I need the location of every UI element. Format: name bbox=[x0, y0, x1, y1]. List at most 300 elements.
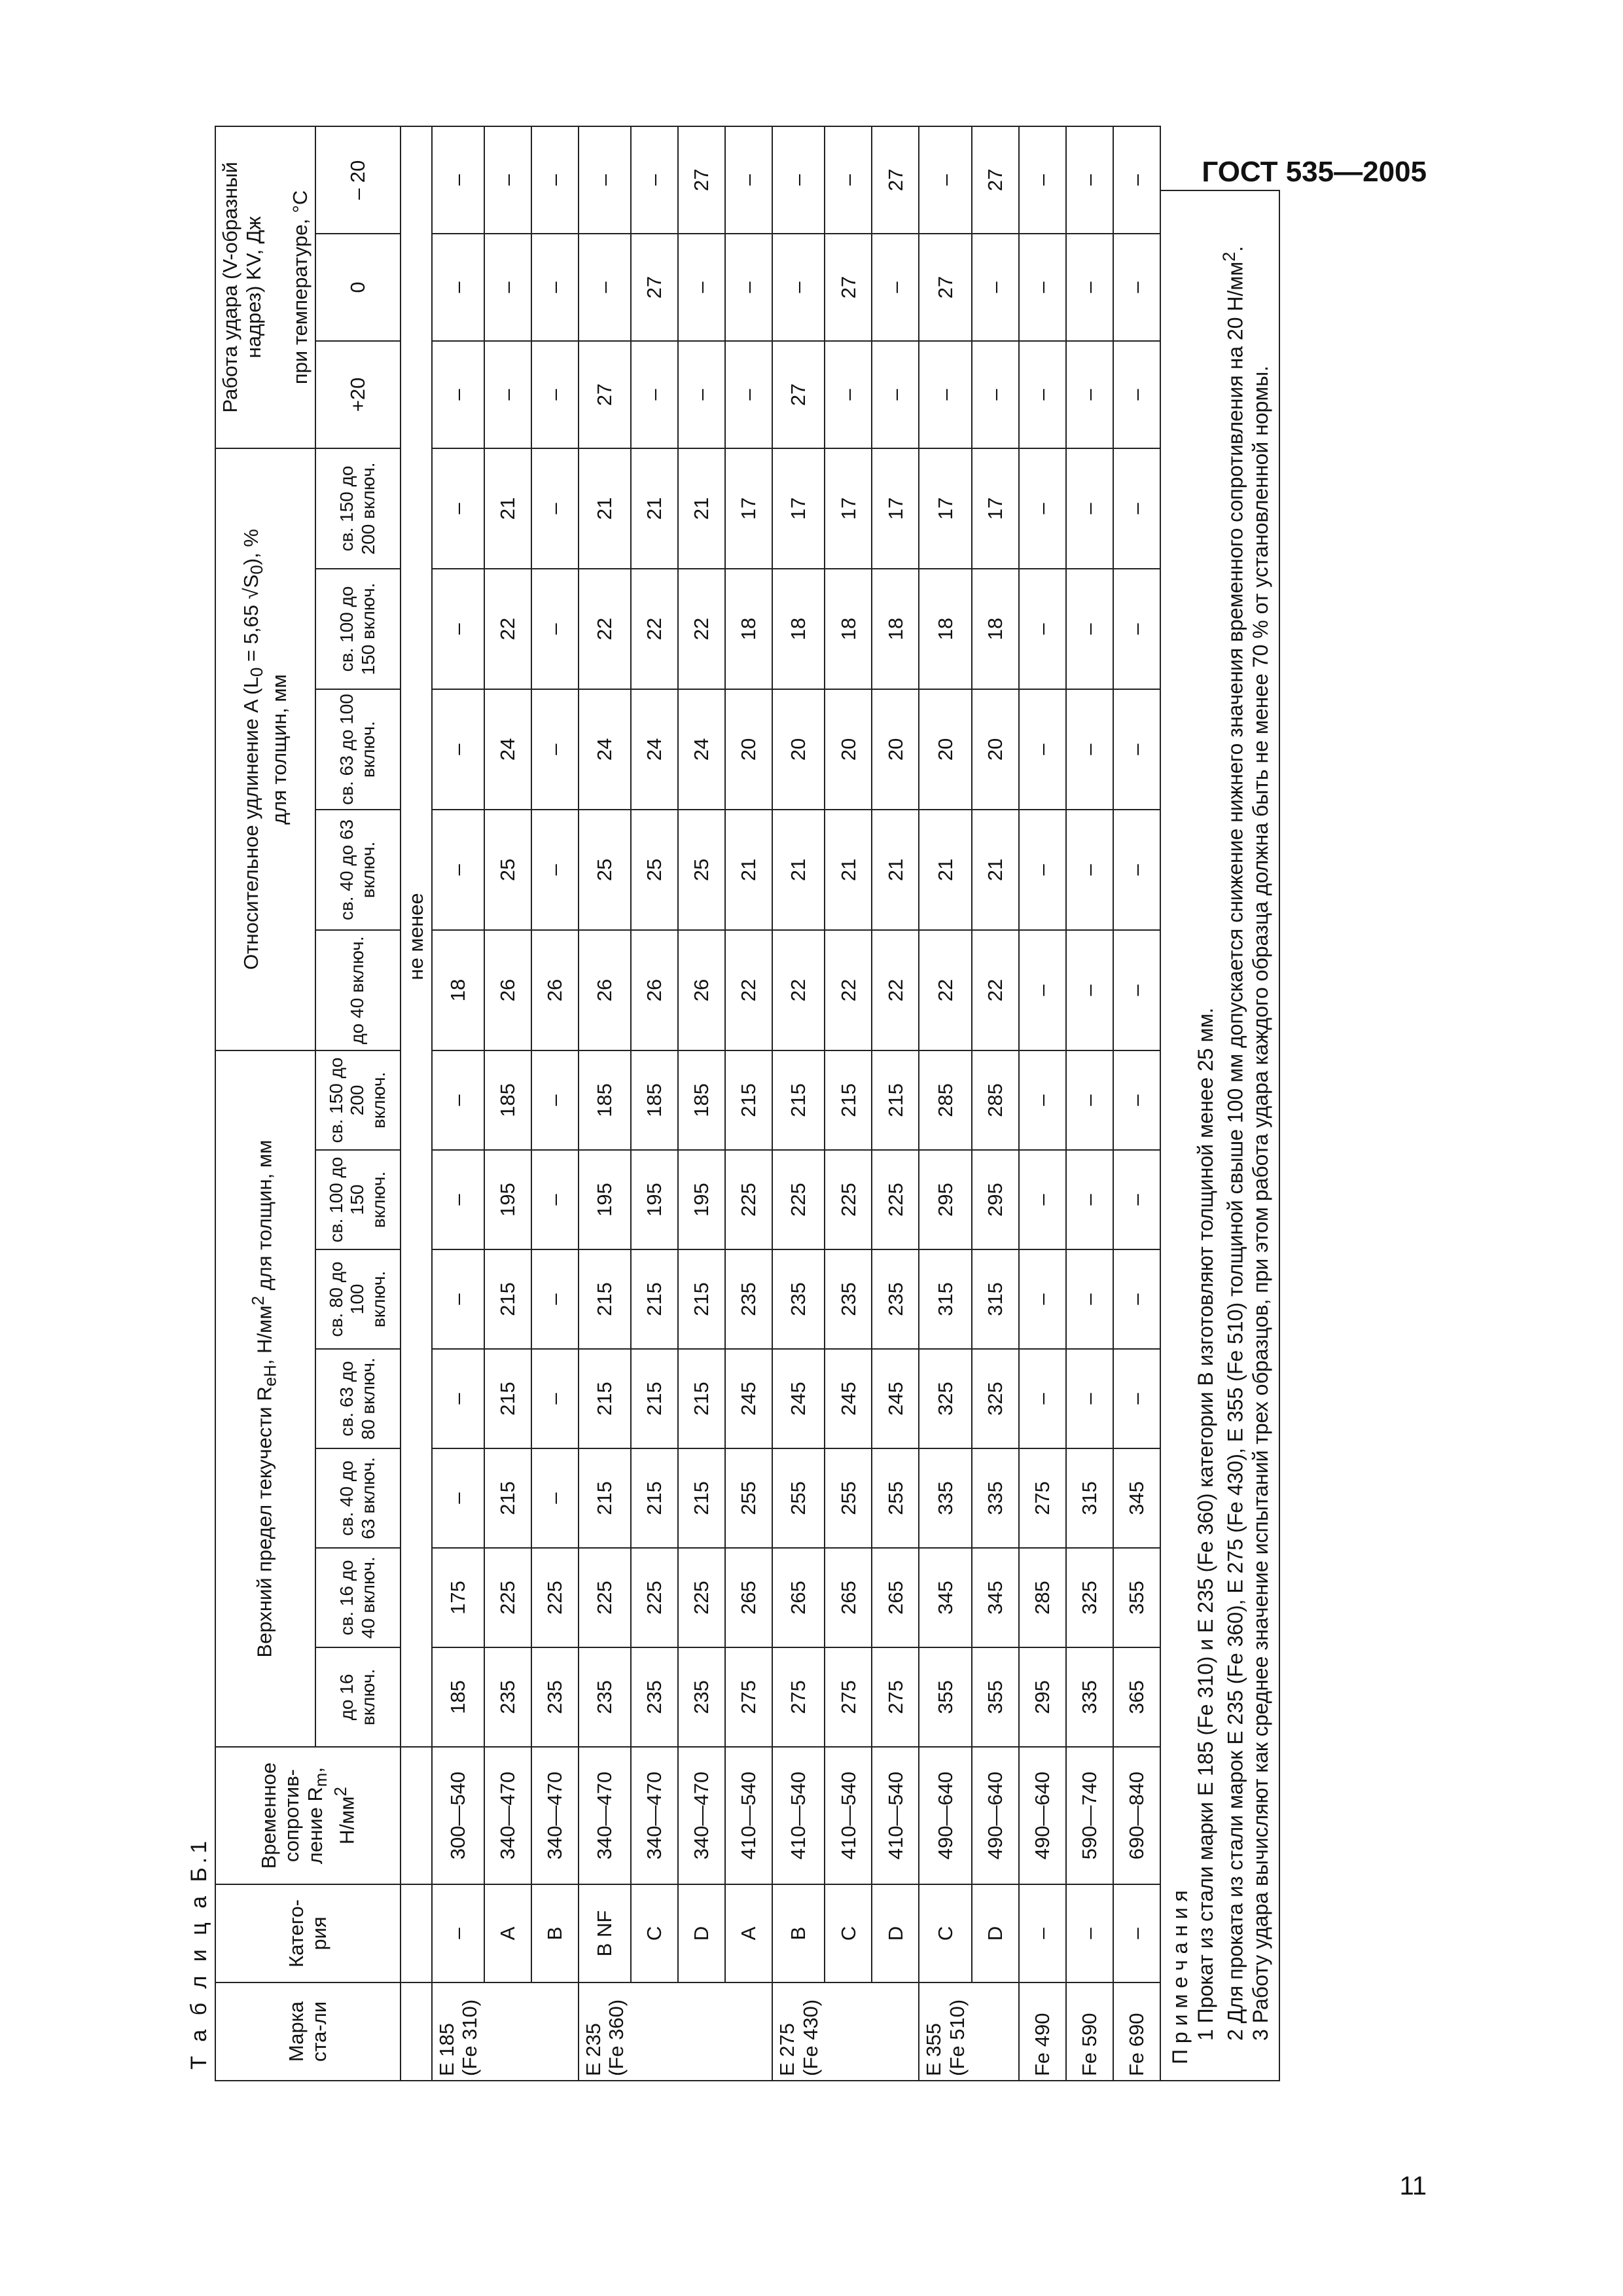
yield-cell: 215 bbox=[872, 1050, 919, 1150]
table-row bbox=[772, 126, 825, 2081]
impact-sub-header: +20 bbox=[315, 341, 401, 448]
yield-cell: – bbox=[531, 1249, 579, 1349]
yield-cell: 235 bbox=[772, 1249, 825, 1349]
impact-cell: – bbox=[579, 234, 631, 341]
yield-cell: – bbox=[531, 1150, 579, 1249]
yield-cell: 215 bbox=[678, 1349, 725, 1448]
impact-cell: 27 bbox=[919, 234, 971, 341]
grade-cell bbox=[531, 1982, 579, 2081]
yield-cell: 345 bbox=[1113, 1448, 1160, 1548]
impact-cell: – bbox=[872, 234, 919, 341]
tensile-cell: 410—540 bbox=[872, 1747, 919, 1884]
elongation-cell: 24 bbox=[678, 689, 725, 810]
yield-cell: 225 bbox=[531, 1548, 579, 1647]
properties-table bbox=[215, 126, 1161, 2081]
category-cell: A bbox=[725, 1884, 772, 1982]
impact-cell: – bbox=[678, 234, 725, 341]
elongation-cell: 21 bbox=[972, 810, 1019, 930]
elongation-cell: – bbox=[432, 689, 484, 810]
tensile-cell: 340—470 bbox=[631, 1747, 678, 1884]
note-1: 1 Прокат из стали марки E 185 (Fe 310) и E 235 (Fe 360) категории B изготовляют толщиной менее 25 мм. bbox=[1193, 1007, 1217, 2041]
elongation-cell: 22 bbox=[919, 930, 971, 1050]
category-cell: C bbox=[631, 1884, 678, 1982]
impact-cell: – bbox=[1019, 341, 1066, 448]
yield-cell: 215 bbox=[631, 1448, 678, 1548]
category-cell: B bbox=[531, 1884, 579, 1982]
table-row bbox=[1066, 126, 1113, 2081]
impact-cell: – bbox=[825, 341, 872, 448]
tensile-cell: 490—640 bbox=[972, 1747, 1019, 1884]
impact-cell: – bbox=[432, 234, 484, 341]
grade-cell bbox=[678, 1982, 725, 2081]
not-less-label: не менее bbox=[401, 126, 432, 1747]
elongation-cell: 26 bbox=[631, 930, 678, 1050]
yield-cell: 265 bbox=[825, 1548, 872, 1647]
tensile-cell: 410—540 bbox=[725, 1747, 772, 1884]
yield-cell: 315 bbox=[972, 1249, 1019, 1349]
impact-cell: – bbox=[432, 126, 484, 234]
yield-cell: 185 bbox=[579, 1050, 631, 1150]
grade-cell: Fe 590 bbox=[1066, 1982, 1113, 2081]
category-cell: – bbox=[432, 1884, 484, 1982]
impact-cell: – bbox=[972, 234, 1019, 341]
yield-cell: 215 bbox=[484, 1349, 531, 1448]
elongation-cell: – bbox=[432, 448, 484, 569]
elongation-cell: 26 bbox=[484, 930, 531, 1050]
yield-cell: 255 bbox=[772, 1448, 825, 1548]
table-caption: Т а б л и ц а Б.1 bbox=[187, 1837, 211, 2070]
impact-cell: – bbox=[1113, 341, 1160, 448]
yield-cell: 285 bbox=[1019, 1548, 1066, 1647]
impact-cell: – bbox=[725, 126, 772, 234]
elongation-cell: 17 bbox=[872, 448, 919, 569]
tensile-cell: 490—640 bbox=[1019, 1747, 1066, 1884]
impact-cell: – bbox=[1066, 341, 1113, 448]
elongation-cell: 26 bbox=[678, 930, 725, 1050]
yield-cell: – bbox=[1066, 1249, 1113, 1349]
elongation-cell: 22 bbox=[872, 930, 919, 1050]
spacer-cell bbox=[401, 1982, 432, 2081]
yield-cell: 315 bbox=[1066, 1448, 1113, 1548]
col-impact-header: Работа удара (V-образный надрез) KV, Дж при температуре, °С bbox=[215, 126, 315, 448]
elongation-cell: – bbox=[1113, 810, 1160, 930]
yield-cell: 225 bbox=[484, 1548, 531, 1647]
tensile-cell: 690—840 bbox=[1113, 1747, 1160, 1884]
elongation-cell: 22 bbox=[579, 569, 631, 689]
yield-cell: 225 bbox=[725, 1150, 772, 1249]
yield-cell: 245 bbox=[772, 1349, 825, 1448]
elongation-cell: 18 bbox=[772, 569, 825, 689]
yield-cell: 345 bbox=[972, 1548, 1019, 1647]
yield-cell: 295 bbox=[1019, 1647, 1066, 1747]
yield-sub-header: св. 16 до 40 включ. bbox=[315, 1548, 401, 1647]
elongation-cell: 20 bbox=[772, 689, 825, 810]
yield-cell: 245 bbox=[872, 1349, 919, 1448]
yield-cell: – bbox=[531, 1050, 579, 1150]
table-row bbox=[872, 126, 919, 2081]
elongation-cell: – bbox=[1066, 689, 1113, 810]
elongation-cell: 18 bbox=[725, 569, 772, 689]
elongation-cell: 22 bbox=[972, 930, 1019, 1050]
elongation-cell: – bbox=[1019, 448, 1066, 569]
impact-cell: – bbox=[579, 126, 631, 234]
impact-cell: 27 bbox=[631, 234, 678, 341]
elongation-cell: 26 bbox=[531, 930, 579, 1050]
tensile-cell: 340—470 bbox=[484, 1747, 531, 1884]
table-row bbox=[825, 126, 872, 2081]
tensile-cell: 300—540 bbox=[432, 1747, 484, 1884]
tensile-cell: 410—540 bbox=[772, 1747, 825, 1884]
elongation-cell: 22 bbox=[725, 930, 772, 1050]
impact-cell: – bbox=[531, 234, 579, 341]
tensile-cell: 340—470 bbox=[678, 1747, 725, 1884]
elongation-cell: 18 bbox=[872, 569, 919, 689]
elongation-cell: 24 bbox=[579, 689, 631, 810]
yield-cell: 325 bbox=[919, 1349, 971, 1448]
yield-cell: 195 bbox=[678, 1150, 725, 1249]
elongation-cell: 20 bbox=[872, 689, 919, 810]
elongation-cell: – bbox=[1019, 930, 1066, 1050]
col-grade-header: Марка ста-ли bbox=[215, 1982, 401, 2081]
elongation-cell: 22 bbox=[825, 930, 872, 1050]
elongation-cell: – bbox=[1066, 569, 1113, 689]
yield-cell: 225 bbox=[678, 1548, 725, 1647]
yield-cell: 355 bbox=[1113, 1548, 1160, 1647]
yield-cell: 215 bbox=[725, 1050, 772, 1150]
yield-cell: 235 bbox=[579, 1647, 631, 1747]
grade-cell bbox=[825, 1982, 872, 2081]
impact-cell: – bbox=[725, 341, 772, 448]
elongation-cell: – bbox=[1066, 930, 1113, 1050]
table-row bbox=[1113, 126, 1160, 2081]
table-row bbox=[484, 126, 531, 2081]
yield-cell: 355 bbox=[972, 1647, 1019, 1747]
elongation-sub-header: до 40 включ. bbox=[315, 930, 401, 1050]
elongation-cell: – bbox=[1113, 448, 1160, 569]
impact-cell: – bbox=[825, 126, 872, 234]
yield-sub-header: св. 63 до 80 включ. bbox=[315, 1349, 401, 1448]
impact-cell: 27 bbox=[972, 126, 1019, 234]
tensile-cell: 590—740 bbox=[1066, 1747, 1113, 1884]
note-3: 3 Работу удара вычисляют как среднее значение испытаний трех образцов, при этом работа удара каждого образца должна быть не менее 70 % от установленной нормы. bbox=[1249, 365, 1273, 2041]
impact-cell: 27 bbox=[579, 341, 631, 448]
notes-title: П р и м е ч а н и я bbox=[1168, 1890, 1192, 2064]
yield-cell: – bbox=[1066, 1150, 1113, 1249]
yield-cell: 185 bbox=[631, 1050, 678, 1150]
elongation-cell: – bbox=[432, 569, 484, 689]
yield-cell: – bbox=[1019, 1349, 1066, 1448]
category-cell: B NF bbox=[579, 1884, 631, 1982]
impact-cell: – bbox=[484, 341, 531, 448]
elongation-cell: 21 bbox=[631, 448, 678, 569]
impact-cell: – bbox=[972, 341, 1019, 448]
elongation-cell: 22 bbox=[772, 930, 825, 1050]
yield-cell: 235 bbox=[484, 1647, 531, 1747]
col-tensile-header: Временное сопротив- ление $R_m$, $Н/мм^2$ bbox=[215, 1747, 401, 1884]
yield-cell: 335 bbox=[919, 1448, 971, 1548]
yield-cell: 215 bbox=[631, 1249, 678, 1349]
yield-cell: 275 bbox=[872, 1647, 919, 1747]
impact-cell: – bbox=[432, 341, 484, 448]
page-number: 11 bbox=[1399, 2172, 1427, 2200]
elongation-cell: 25 bbox=[579, 810, 631, 930]
elongation-cell: 24 bbox=[631, 689, 678, 810]
yield-cell: 265 bbox=[872, 1548, 919, 1647]
elongation-cell: 18 bbox=[919, 569, 971, 689]
spacer-cell bbox=[401, 1747, 432, 1884]
yield-cell: – bbox=[1019, 1249, 1066, 1349]
yield-cell: 345 bbox=[919, 1548, 971, 1647]
yield-cell: 255 bbox=[825, 1448, 872, 1548]
yield-cell: – bbox=[432, 1448, 484, 1548]
yield-cell: 215 bbox=[579, 1249, 631, 1349]
yield-cell: 215 bbox=[825, 1050, 872, 1150]
yield-sub-header: св. 150 до 200 включ. bbox=[315, 1050, 401, 1150]
elongation-sub-header: св. 40 до 63 включ. bbox=[315, 810, 401, 930]
table-body bbox=[432, 126, 1160, 2081]
yield-cell: 265 bbox=[772, 1548, 825, 1647]
grade-cell bbox=[484, 1982, 531, 2081]
category-cell: D bbox=[972, 1884, 1019, 1982]
yield-cell: 235 bbox=[678, 1647, 725, 1747]
yield-cell: – bbox=[1113, 1050, 1160, 1150]
elongation-cell: 17 bbox=[919, 448, 971, 569]
elongation-cell: 21 bbox=[725, 810, 772, 930]
elongation-cell: – bbox=[1113, 689, 1160, 810]
elongation-cell: – bbox=[1066, 448, 1113, 569]
table-row bbox=[972, 126, 1019, 2081]
elongation-cell: 21 bbox=[678, 448, 725, 569]
yield-cell: – bbox=[432, 1050, 484, 1150]
yield-cell: 235 bbox=[825, 1249, 872, 1349]
impact-cell: – bbox=[484, 126, 531, 234]
impact-cell: – bbox=[1066, 234, 1113, 341]
yield-cell: 335 bbox=[1066, 1647, 1113, 1747]
impact-cell: – bbox=[678, 341, 725, 448]
yield-cell: 245 bbox=[725, 1349, 772, 1448]
yield-cell: 215 bbox=[678, 1249, 725, 1349]
impact-sub-header: 0 bbox=[315, 234, 401, 341]
elongation-cell: 21 bbox=[484, 448, 531, 569]
yield-cell: 285 bbox=[919, 1050, 971, 1150]
yield-cell: 235 bbox=[531, 1647, 579, 1747]
yield-cell: 285 bbox=[972, 1050, 1019, 1150]
yield-cell: – bbox=[1066, 1349, 1113, 1448]
elongation-cell: 20 bbox=[919, 689, 971, 810]
yield-cell: 265 bbox=[725, 1548, 772, 1647]
yield-cell: 275 bbox=[825, 1647, 872, 1747]
impact-cell: – bbox=[919, 126, 971, 234]
yield-cell: 185 bbox=[484, 1050, 531, 1150]
yield-cell: – bbox=[1019, 1150, 1066, 1249]
elongation-cell: – bbox=[531, 448, 579, 569]
elongation-cell: 20 bbox=[825, 689, 872, 810]
elongation-sub-header: св. 63 до 100 включ. bbox=[315, 689, 401, 810]
impact-cell: – bbox=[531, 341, 579, 448]
yield-sub-header: св. 40 до 63 включ. bbox=[315, 1448, 401, 1548]
grade-cell: Fe 490 bbox=[1019, 1982, 1066, 2081]
elongation-cell: 25 bbox=[678, 810, 725, 930]
spacer-cell bbox=[401, 1884, 432, 1982]
category-cell: – bbox=[1066, 1884, 1113, 1982]
yield-cell: 275 bbox=[725, 1647, 772, 1747]
impact-cell: – bbox=[872, 341, 919, 448]
yield-cell: – bbox=[1113, 1249, 1160, 1349]
category-cell: C bbox=[919, 1884, 971, 1982]
elongation-cell: 20 bbox=[725, 689, 772, 810]
elongation-cell: 18 bbox=[432, 930, 484, 1050]
yield-cell: 215 bbox=[631, 1349, 678, 1448]
yield-cell: – bbox=[432, 1249, 484, 1349]
elongation-cell: – bbox=[1019, 569, 1066, 689]
elongation-cell: – bbox=[432, 810, 484, 930]
category-cell: D bbox=[678, 1884, 725, 1982]
elongation-cell: 17 bbox=[772, 448, 825, 569]
yield-cell: 295 bbox=[972, 1150, 1019, 1249]
table-row bbox=[725, 126, 772, 2081]
category-cell: D bbox=[872, 1884, 919, 1982]
elongation-cell: 22 bbox=[484, 569, 531, 689]
grade-cell: E 185 (Fe 310) bbox=[432, 1982, 484, 2081]
elongation-cell: – bbox=[1066, 810, 1113, 930]
grade-cell bbox=[725, 1982, 772, 2081]
yield-cell: 215 bbox=[484, 1448, 531, 1548]
elongation-cell: 24 bbox=[484, 689, 531, 810]
col-yield-header: Верхний предел текучести $R_{eH}$, $Н/мм^2$ для толщин, мм bbox=[215, 1050, 315, 1747]
grade-cell: E 235 (Fe 360) bbox=[579, 1982, 631, 2081]
yield-cell: 325 bbox=[1066, 1548, 1113, 1647]
yield-cell: – bbox=[432, 1349, 484, 1448]
yield-sub-header: св. 100 до 150 включ. bbox=[315, 1150, 401, 1249]
elongation-cell: 25 bbox=[484, 810, 531, 930]
elongation-cell: – bbox=[531, 569, 579, 689]
yield-cell: 225 bbox=[825, 1150, 872, 1249]
elongation-cell: 25 bbox=[631, 810, 678, 930]
table-row bbox=[531, 126, 579, 2081]
impact-cell: – bbox=[725, 234, 772, 341]
impact-cell: – bbox=[1019, 234, 1066, 341]
elongation-cell: 22 bbox=[678, 569, 725, 689]
yield-cell: 255 bbox=[725, 1448, 772, 1548]
impact-cell: – bbox=[1066, 126, 1113, 234]
elongation-cell: – bbox=[1019, 689, 1066, 810]
elongation-sub-header: св. 100 до 150 включ. bbox=[315, 569, 401, 689]
yield-cell: – bbox=[432, 1150, 484, 1249]
yield-cell: – bbox=[1019, 1050, 1066, 1150]
impact-cell: – bbox=[772, 234, 825, 341]
elongation-cell: 17 bbox=[825, 448, 872, 569]
tensile-cell: 340—470 bbox=[531, 1747, 579, 1884]
yield-cell: 215 bbox=[772, 1050, 825, 1150]
elongation-cell: 18 bbox=[972, 569, 1019, 689]
elongation-cell: – bbox=[531, 689, 579, 810]
table-row bbox=[631, 126, 678, 2081]
yield-cell: 215 bbox=[484, 1249, 531, 1349]
impact-cell: – bbox=[631, 341, 678, 448]
impact-cell: – bbox=[1113, 234, 1160, 341]
yield-cell: 235 bbox=[872, 1249, 919, 1349]
grade-cell: E 355 (Fe 510) bbox=[919, 1982, 971, 2081]
elongation-cell: 17 bbox=[972, 448, 1019, 569]
yield-cell: 225 bbox=[631, 1548, 678, 1647]
yield-cell: 275 bbox=[1019, 1448, 1066, 1548]
elongation-cell: 21 bbox=[579, 448, 631, 569]
category-cell: – bbox=[1019, 1884, 1066, 1982]
yield-cell: 175 bbox=[432, 1548, 484, 1647]
yield-cell: 255 bbox=[872, 1448, 919, 1548]
grade-cell bbox=[631, 1982, 678, 2081]
elongation-cell: 22 bbox=[631, 569, 678, 689]
elongation-cell: – bbox=[531, 810, 579, 930]
yield-cell: 235 bbox=[631, 1647, 678, 1747]
col-elongation-header: Относительное удлинение A ($L_0 = 5,65$ $√S_0$), % для толщин, мм bbox=[215, 448, 315, 1050]
yield-cell: 355 bbox=[919, 1647, 971, 1747]
yield-cell: 225 bbox=[579, 1548, 631, 1647]
impact-cell: 27 bbox=[825, 234, 872, 341]
elongation-cell: 21 bbox=[872, 810, 919, 930]
yield-cell: – bbox=[531, 1448, 579, 1548]
table-row bbox=[1019, 126, 1066, 2081]
impact-cell: – bbox=[531, 126, 579, 234]
yield-cell: 185 bbox=[678, 1050, 725, 1150]
yield-cell: – bbox=[1066, 1050, 1113, 1150]
yield-cell: – bbox=[531, 1349, 579, 1448]
grade-cell: E 275 (Fe 430) bbox=[772, 1982, 825, 2081]
impact-cell: – bbox=[1113, 126, 1160, 234]
yield-cell: 315 bbox=[919, 1249, 971, 1349]
yield-cell: – bbox=[1113, 1150, 1160, 1249]
yield-cell: 295 bbox=[919, 1150, 971, 1249]
yield-cell: 215 bbox=[579, 1448, 631, 1548]
impact-cell: – bbox=[484, 234, 531, 341]
impact-sub-header: – 20 bbox=[315, 126, 401, 234]
yield-cell: 195 bbox=[579, 1150, 631, 1249]
col-category-header: Катего-рия bbox=[215, 1884, 401, 1982]
elongation-cell: 26 bbox=[579, 930, 631, 1050]
impact-cell: – bbox=[631, 126, 678, 234]
category-cell: B bbox=[772, 1884, 825, 1982]
yield-cell: 195 bbox=[484, 1150, 531, 1249]
notes-block bbox=[1161, 190, 1281, 2081]
grade-cell bbox=[972, 1982, 1019, 2081]
yield-cell: 225 bbox=[872, 1150, 919, 1249]
impact-cell: – bbox=[772, 126, 825, 234]
elongation-cell: 21 bbox=[825, 810, 872, 930]
category-cell: C bbox=[825, 1884, 872, 1982]
yield-cell: 365 bbox=[1113, 1647, 1160, 1747]
elongation-cell: – bbox=[1019, 810, 1066, 930]
tensile-cell: 410—540 bbox=[825, 1747, 872, 1884]
elongation-cell: 17 bbox=[725, 448, 772, 569]
elongation-cell: – bbox=[1113, 930, 1160, 1050]
impact-cell: 27 bbox=[678, 126, 725, 234]
yield-sub-header: до 16 включ. bbox=[315, 1647, 401, 1747]
impact-cell: 27 bbox=[872, 126, 919, 234]
elongation-sub-header: св. 150 до 200 включ. bbox=[315, 448, 401, 569]
table-row bbox=[579, 126, 631, 2081]
tensile-cell: 490—640 bbox=[919, 1747, 971, 1884]
yield-cell: 335 bbox=[972, 1448, 1019, 1548]
impact-cell: – bbox=[919, 341, 971, 448]
elongation-cell: 21 bbox=[772, 810, 825, 930]
yield-cell: 215 bbox=[678, 1448, 725, 1548]
document-header: ГОСТ 535—2005 bbox=[1202, 156, 1427, 188]
yield-cell: 245 bbox=[825, 1349, 872, 1448]
yield-cell: 215 bbox=[579, 1349, 631, 1448]
table-row bbox=[432, 126, 484, 2081]
table-row bbox=[678, 126, 725, 2081]
yield-cell: – bbox=[1113, 1349, 1160, 1448]
